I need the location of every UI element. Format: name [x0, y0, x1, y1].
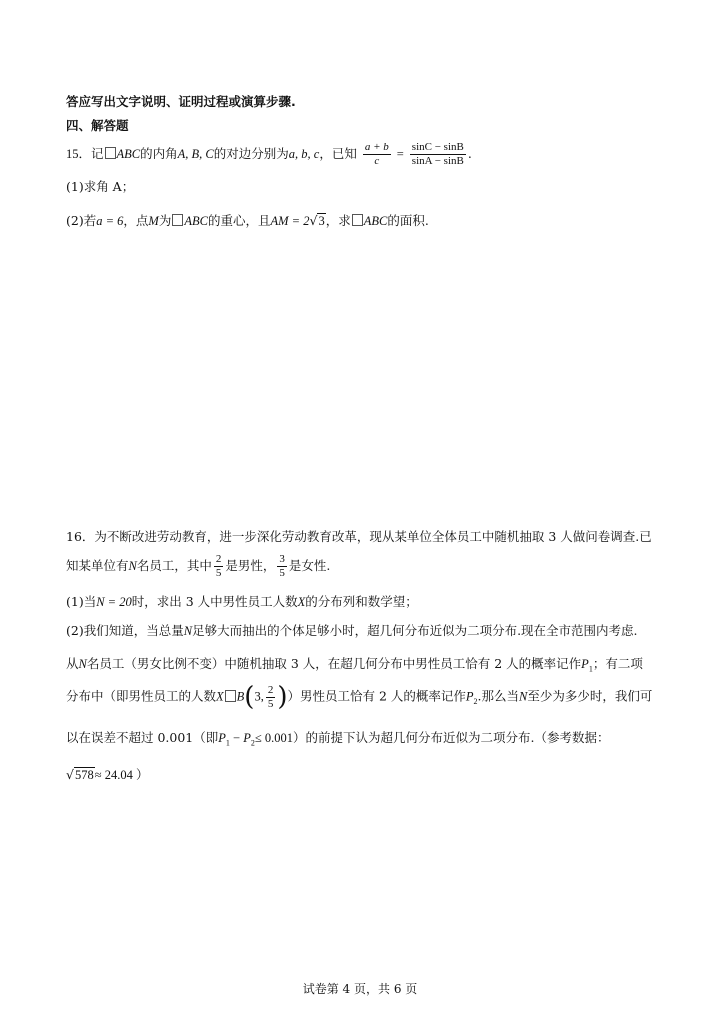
right-paren-icon: ) [277, 682, 288, 712]
q16-part2-line4: 以在误差不超过 0.001（即$P_1 - P_2\le 0.001$）的前提下认为超几何分布近似为二项分布.（参考数据： [66, 730, 610, 748]
q16-p2l1-text-2: 足够大而抽出的个体足够小时，超几何分布近似为二项分布.现在全市范围内考虑. [192, 623, 638, 638]
q15-part2-text-2: ，点 [123, 213, 149, 228]
q16-p2l3-text-3: .那么当 [477, 688, 520, 704]
q16-line1: 16．为不断改进劳动教育，进一步深化劳动教育改革，现从某单位全体员工中随机抽取 3 人做问卷调查.已 [66, 529, 652, 544]
q15-text-3: 的对边分别为 [213, 146, 289, 161]
q16-N: N [128, 559, 137, 573]
q16-part2-line3 [66, 684, 652, 710]
q15-text-1: ．记 [78, 146, 104, 161]
q16-P1-sub: 1 [588, 664, 593, 674]
q15-part2-am: AM = 2 [270, 214, 310, 228]
q15-sides: a, b, c [288, 147, 320, 161]
q16-part2-line1 [66, 625, 638, 638]
q15-frac-left-den: c [374, 155, 380, 167]
triangle-symbol-icon [172, 214, 183, 226]
q16-P1: P [581, 657, 589, 671]
q16-part1 [66, 596, 418, 609]
q15-text-4: ，已知 [319, 146, 357, 161]
q16-B-frac [266, 685, 276, 710]
triangle-symbol-icon [352, 214, 363, 226]
q16-p1-text-3: 的分布列和数学望； [305, 594, 418, 609]
q15-frac-left-num: a + b [364, 141, 389, 153]
q16-p1-X: X [297, 595, 306, 609]
q16-l2-text-4: 是女性. [288, 558, 331, 573]
q15-part2-M: M [148, 214, 159, 228]
q15-part2 [66, 214, 429, 228]
q15-part1: (1)求角 A； [66, 179, 135, 194]
q16-frac-female [277, 554, 287, 579]
triangle-symbol-icon [105, 147, 116, 159]
q16-p2l3-text-2: ）男性员工恰有 2 人的概率记作 [287, 688, 466, 704]
q15-fraction-left [363, 142, 391, 167]
q16-p2l1-text-1: (2)我们知道，当总量 [66, 623, 184, 638]
q16-p2l2-text-2: 名员工（男女比例不变）中随机抽取 3 人，在超几何分布中男性员工恰有 2 人的概率记作 [86, 656, 582, 671]
left-paren-icon: ( [244, 682, 255, 712]
section-title: 四、解答题 [66, 118, 129, 133]
q15-angles: A, B, C [177, 147, 214, 161]
tilde-symbol-icon [225, 690, 236, 702]
q15-number: 15 [66, 147, 79, 161]
q16-p1-text-2: 时，求出 3 人中男性员工人数 [131, 594, 298, 609]
sqrt-symbol-icon: √3 [309, 213, 325, 228]
q16-p2l3-N: N [519, 689, 528, 704]
instructions-text: 答应写出文字说明、证明过程或演算步骤. [66, 94, 296, 109]
q15-part2-a: a = 6 [96, 214, 124, 228]
q16-ref-root: 578 [74, 768, 94, 782]
q16-B: B [236, 689, 245, 704]
q16-ineq-P2: P [243, 731, 251, 745]
q16-l2-text-3: 是男性， [225, 558, 276, 573]
q16-frac2-num: 3 [279, 553, 285, 565]
q16-ineq-P2-sub: 2 [250, 738, 255, 748]
q16-p2l2-text-3: ；有二项 [592, 656, 643, 671]
q15-frac-right-num: sinC − sinB [411, 141, 464, 153]
q16-B-frac-num: 2 [267, 683, 274, 696]
q15-frac-right-den: sinA − sinB [411, 155, 464, 167]
q16-p1-eq: N = 20 [96, 595, 132, 609]
q16-ref-val: ≈ 24.04 ） [94, 768, 149, 782]
q15-part2-text-3: 为 [158, 213, 172, 228]
sqrt-symbol-icon: √578 [66, 767, 94, 782]
q16-reference-data [66, 769, 148, 782]
q16-ineq: ≤ 0.001 [254, 731, 293, 745]
q15-text-2: 的内角 [140, 146, 178, 161]
q16-p2l4-text-1: 以在误差不超过 0.001（即 [66, 730, 219, 745]
q16-p2l2-text-1: 从 [66, 656, 79, 671]
q16-p2l1-N: N [183, 624, 193, 638]
q16-part2-line2 [66, 658, 643, 674]
q15-part2-text-6: 的面积. [387, 213, 429, 228]
q15-fraction-right [410, 142, 466, 167]
q15-part2-text-1: (2)若 [66, 213, 97, 228]
q16-p2l3-text-1: 分布中（即男性员工的人数 [66, 688, 217, 704]
q16-p2l3-X: X [216, 689, 224, 704]
q16-B-arg: 3, [254, 689, 264, 704]
q16-frac1-den: 5 [215, 567, 222, 579]
q15-part2-text-5: ，求 [325, 213, 351, 228]
q16-P2-sub: 2 [473, 697, 478, 706]
q15-tri: ABC [116, 147, 141, 161]
q16-frac1-num: 2 [215, 553, 222, 565]
q15-part2-tri2: ABC [363, 214, 388, 228]
q15-part2-text-4: 的重心，且 [207, 213, 271, 228]
q16-frac2-den: 5 [279, 567, 285, 579]
q16-B-frac-den: 5 [267, 697, 274, 710]
q16-p2l2-N: N [78, 657, 87, 671]
q16-frac-male [214, 554, 224, 579]
q16-p2l3-text-4: 至少为多少时，我们可 [527, 688, 653, 704]
q16-line2 [66, 554, 330, 579]
q16-l2-text-2: 名员工，其中 [136, 558, 212, 573]
q16-p1-text-1: (1)当 [66, 594, 97, 609]
q16-P2: P [465, 689, 474, 704]
page-footer: 试卷第 4 页，共 6 页 [302, 982, 418, 996]
q15-stem: 15．记 ABC的内角A, B, C的对边分别为a, b, c，已知 $\frac{a + b}{c}$ = $\frac{\sin C - \sin B}{\sin A - \sin B}$ . [66, 141, 472, 167]
q16-ineq-P1-sub: 1 [225, 738, 230, 748]
q16-ineq-P1: P [218, 731, 226, 745]
q15-part2-tri: ABC [184, 214, 208, 228]
q16-l2-text-1: 知某单位有 [66, 558, 129, 573]
q15-part2-root: 3 [318, 214, 325, 228]
q16-p2l4-text-2: ）的前提下认为超几何分布近似为二项分布.（参考数据： [292, 730, 610, 745]
